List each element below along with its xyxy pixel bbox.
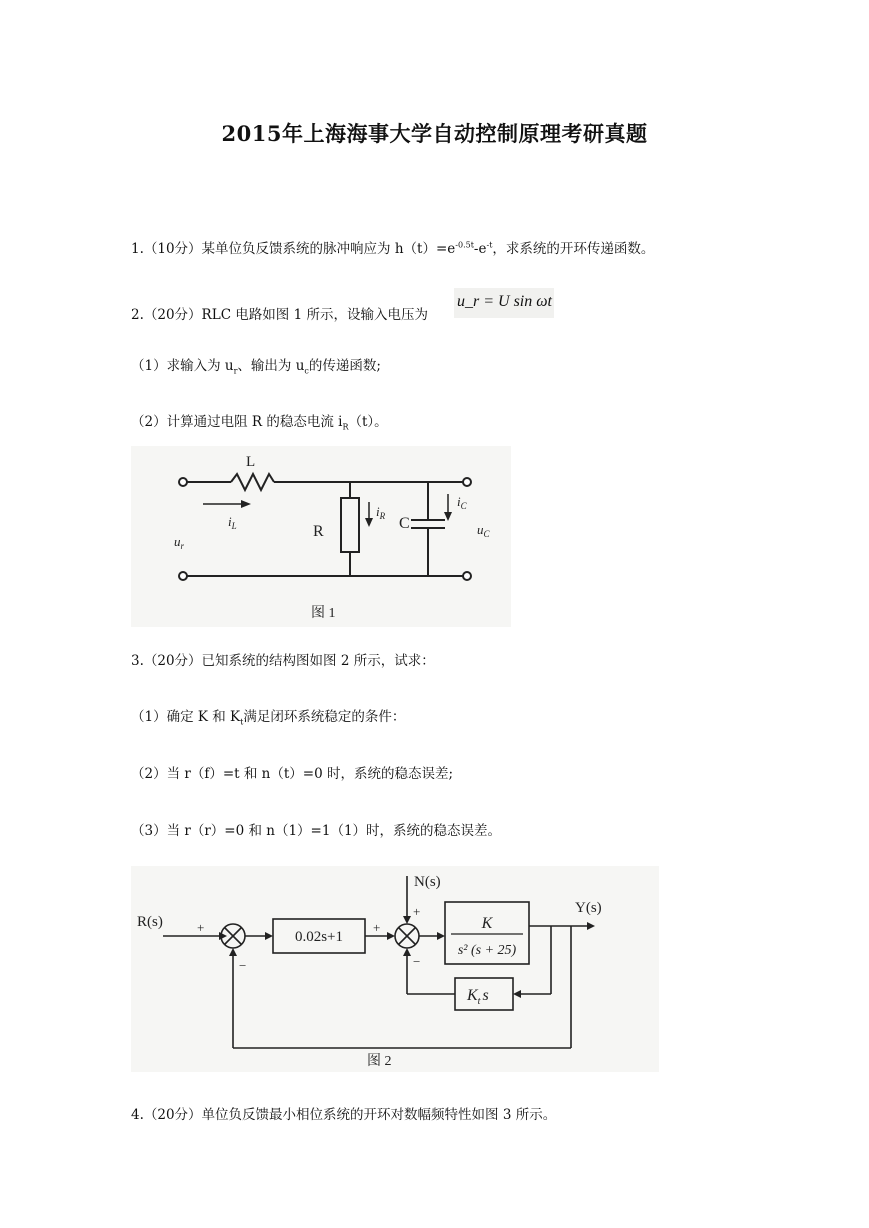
disturbance-label: N(s) — [414, 874, 441, 890]
question-3-part-3: （3）当 r（r）=0 和 n（1）=1（1）时，系统的稳态误差。 — [131, 823, 502, 839]
figure-2-block-diagram — [131, 866, 659, 1072]
question-3-part-1: （1）确定 K 和 $K_t$满足闭环系统稳定的条件： — [131, 709, 406, 727]
input-signal-label: R(s) — [137, 914, 163, 930]
question-2-part-2: （2）计算通过电阻 R 的稳态电流 $i_R(t)$。 — [131, 414, 388, 432]
question-2: 2.（20分）RLC 电路如图 1 所示，设输入电压为 — [131, 307, 428, 323]
question-1: 1.（10分）某单位负反馈系统的脉冲响应为 $h(t)=e^{-0.5t}-e^{-t}$，求系统的开环传递函数。 — [131, 240, 655, 257]
sum2-minus-sign: − — [413, 954, 421, 969]
question-4: 4.（20分）单位负反馈最小相位系统的开环对数幅频特性如图 3 所示。 — [131, 1107, 557, 1123]
figure-1-rlc-circuit — [131, 446, 511, 627]
block-1-label: 0.02s+1 — [294, 929, 344, 945]
inductor-label: L — [246, 454, 256, 470]
sum1-plus-sign: + — [197, 920, 205, 935]
input-voltage-formula: u_r = U sin ωt — [454, 288, 554, 318]
current-ic-label: $i_C$ — [457, 494, 467, 511]
page-title: 2015年上海海事大学自动控制原理考研真题 — [221, 121, 648, 146]
sum2-plus-sign-left: + — [373, 920, 381, 935]
block-3-label: $K_t$ s — [467, 987, 489, 1007]
input-voltage-label: $u_r$ — [174, 534, 185, 551]
output-voltage-label: $u_C$ — [477, 522, 490, 539]
sum2-plus-sign-top: + — [413, 904, 421, 919]
capacitor-label: C — [399, 515, 410, 532]
block-2-numerator: K — [481, 915, 493, 932]
current-ir-label: $i_R$ — [376, 504, 386, 521]
current-il-label: $i_L$ — [228, 514, 237, 531]
resistor-label: R — [313, 523, 324, 540]
output-signal-label: Y(s) — [575, 900, 602, 916]
figure-2-caption: 图 2 — [367, 1054, 392, 1069]
block-2-denominator: s² (s + 25) — [457, 943, 517, 958]
question-2-part-1: （1）求输入为 $u_r$、输出为 $u_c$的传递函数; — [131, 358, 381, 376]
question-3: 3.（20分）已知系统的结构图如图 2 所示，试求： — [131, 653, 435, 669]
figure-1-caption: 图 1 — [311, 606, 336, 621]
sum1-minus-sign: − — [239, 958, 247, 973]
question-3-part-2: （2）当 r（f）=t 和 n（t）=0 时，系统的稳态误差; — [131, 766, 454, 782]
